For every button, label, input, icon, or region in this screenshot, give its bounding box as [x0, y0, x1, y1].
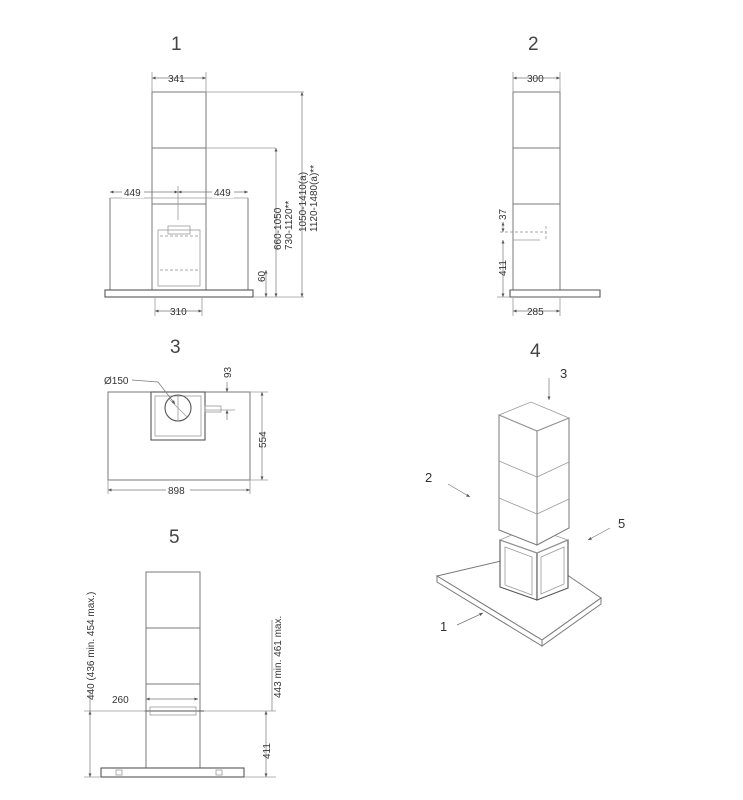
- callout-1: 1: [440, 619, 448, 634]
- view-2-number: 2: [528, 34, 539, 55]
- view-1-left-offset: 449: [124, 188, 141, 199]
- view-1-right-offset: 449: [214, 188, 231, 199]
- view-5-right-height: 443 min. 461 max.: [273, 615, 284, 698]
- view-2: [497, 34, 600, 318]
- callout-2: 2: [425, 470, 433, 485]
- view-1-height-2: 730-1120**: [284, 200, 295, 250]
- view-3-width: 898: [168, 486, 185, 497]
- upper-chimney: [146, 572, 200, 628]
- chimney-cover: [499, 415, 537, 545]
- view-3-offset-top: 93: [223, 366, 234, 378]
- view-1-height-1: 660-1050: [273, 207, 284, 250]
- view-1-number: 1: [171, 34, 182, 55]
- lower-chimney: [513, 204, 560, 290]
- view-5-width: 260: [112, 695, 129, 706]
- view-2-upper-offset: 37: [498, 208, 509, 220]
- view-1-base-width: 310: [170, 307, 187, 318]
- view-1-height-3: 1050-1410(a): [298, 171, 309, 232]
- view-4: [425, 341, 625, 646]
- view-1-bottom-height: 60: [257, 270, 268, 282]
- view-4-number: 4: [530, 341, 541, 362]
- view-5-left-height: 440 (436 min. 454 max.): [86, 591, 97, 700]
- hood-base: [510, 290, 600, 297]
- middle-chimney: [513, 148, 560, 204]
- view-5-bottom-height: 411: [262, 743, 273, 759]
- lower-chimney: [152, 204, 206, 290]
- callout-3: 3: [560, 366, 568, 381]
- lower-chimney: [146, 684, 200, 768]
- view-3-diameter: Ø150: [104, 376, 129, 387]
- callout-5: 5: [618, 516, 626, 531]
- view-2-lower-height: 411: [498, 260, 509, 276]
- view-2-width-top: 300: [527, 74, 544, 85]
- hood-base: [101, 768, 244, 777]
- middle-chimney: [146, 628, 200, 684]
- hood-base: [105, 290, 253, 297]
- upper-chimney: [513, 92, 560, 148]
- view-5-number: 5: [169, 527, 180, 548]
- view-3-number: 3: [170, 337, 181, 358]
- view-5: [84, 527, 284, 777]
- view-3-depth: 554: [258, 431, 269, 448]
- view-1: [105, 34, 320, 318]
- middle-chimney: [152, 148, 206, 204]
- upper-chimney: [152, 92, 206, 148]
- view-1-height-4: 1120-1480(a)**: [309, 164, 320, 232]
- view-3: [104, 337, 269, 497]
- view-2-base-width: 285: [527, 307, 544, 318]
- view-1-width-top: 341: [168, 74, 185, 85]
